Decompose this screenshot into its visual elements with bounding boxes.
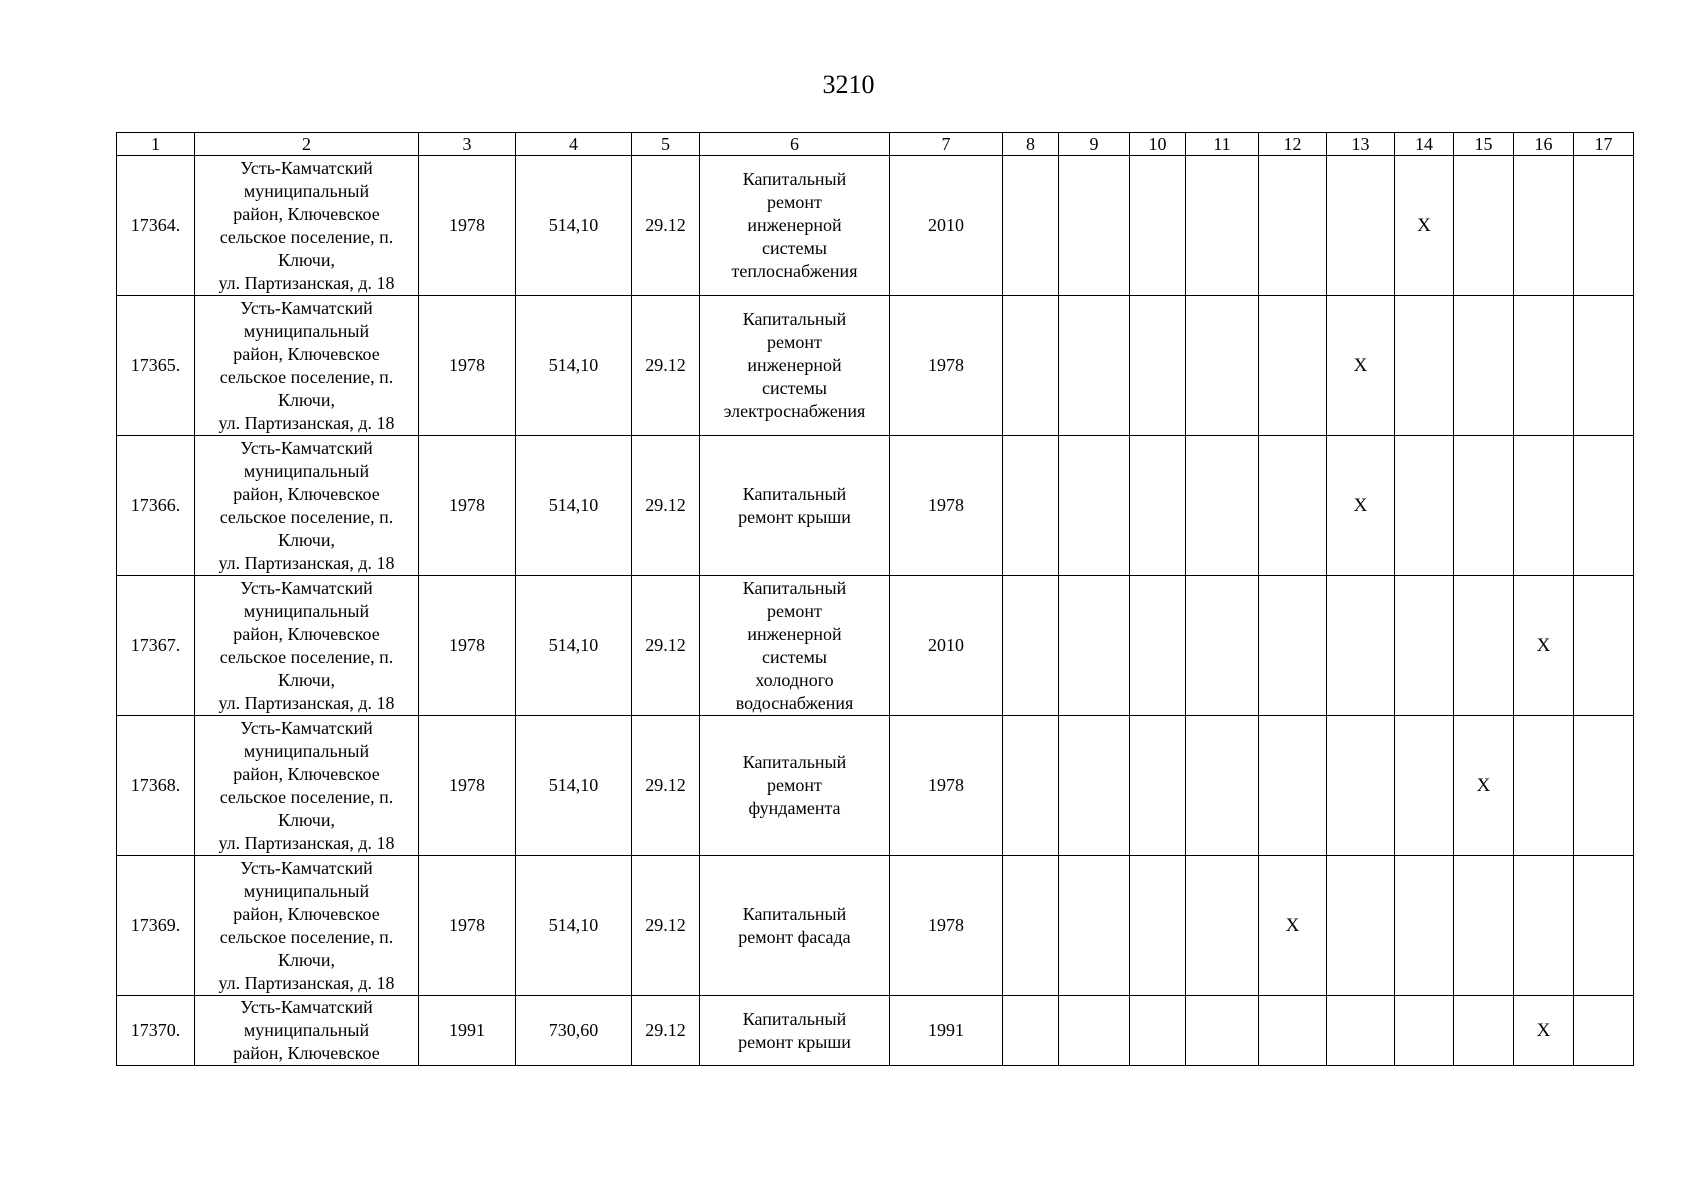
code-cell: 29.12 xyxy=(632,996,700,1066)
mark-cell-col-15 xyxy=(1454,856,1514,996)
column-7-cell: 1978 xyxy=(890,296,1003,436)
mark-cell-col-17 xyxy=(1574,436,1634,576)
row-number: 17369. xyxy=(117,856,195,996)
year-cell: 1978 xyxy=(419,156,516,296)
code-cell: 29.12 xyxy=(632,296,700,436)
area-cell: 514,10 xyxy=(516,576,632,716)
work-type-line: ремонт xyxy=(767,192,822,212)
column-7-cell: 1978 xyxy=(890,856,1003,996)
work-type-line: инженерной xyxy=(747,623,842,644)
column-header-8: 8 xyxy=(1003,133,1059,156)
mark-cell-col-10 xyxy=(1130,576,1186,716)
area-cell: 514,10 xyxy=(516,716,632,856)
mark-cell-col-10 xyxy=(1130,296,1186,436)
area-cell: 730,60 xyxy=(516,996,632,1066)
address-line: Ключи, xyxy=(278,249,335,270)
row-number: 17366. xyxy=(117,436,195,576)
mark-cell-col-14 xyxy=(1395,716,1454,856)
address-line: район, Ключевское xyxy=(233,1043,380,1063)
mark-cell-col-12 xyxy=(1259,296,1327,436)
year-cell: 1991 xyxy=(419,996,516,1066)
year-cell: 1978 xyxy=(419,856,516,996)
address-line: Усть-Камчатский xyxy=(240,997,373,1017)
mark-cell-col-14 xyxy=(1395,996,1454,1066)
mark-cell-col-15 xyxy=(1454,996,1514,1066)
row-number: 17364. xyxy=(117,156,195,296)
row-number: 17367. xyxy=(117,576,195,716)
work-type-line: системы xyxy=(762,646,827,667)
mark-cell-col-13 xyxy=(1327,156,1395,296)
address-line: муниципальный xyxy=(243,180,370,201)
area-cell: 514,10 xyxy=(516,436,632,576)
mark-cell-col-8 xyxy=(1003,856,1059,996)
address-line: Ключи, xyxy=(278,669,335,690)
mark-cell-col-16: X xyxy=(1514,996,1574,1066)
address-line: ул. Партизанская, д. 18 xyxy=(218,832,395,853)
table-header xyxy=(117,133,1634,156)
address-line: Ключи, xyxy=(278,949,335,970)
column-header-4: 4 xyxy=(516,133,632,156)
row-number: 17370. xyxy=(117,996,195,1066)
column-header-1: 1 xyxy=(117,133,195,156)
column-7-cell: 2010 xyxy=(890,156,1003,296)
work-type-line: Капитальный xyxy=(742,169,847,189)
address-cell xyxy=(195,996,419,1066)
code-cell: 29.12 xyxy=(632,576,700,716)
mark-cell-col-8 xyxy=(1003,996,1059,1066)
address-line: сельское поселение, п. xyxy=(219,926,394,947)
column-header-3: 3 xyxy=(419,133,516,156)
mark-cell-col-8 xyxy=(1003,716,1059,856)
mark-cell-col-8 xyxy=(1003,576,1059,716)
address-line: муниципальный xyxy=(243,880,370,901)
mark-cell-col-15 xyxy=(1454,436,1514,576)
work-type-cell xyxy=(700,576,890,716)
address-line: ул. Партизанская, д. 18 xyxy=(218,972,395,993)
mark-cell-col-15 xyxy=(1454,156,1514,296)
address-line: сельское поселение, п. xyxy=(219,646,394,667)
work-type-line: электроснабжения xyxy=(723,401,866,421)
mark-cell-col-11 xyxy=(1186,156,1259,296)
address-line: район, Ключевское xyxy=(233,343,380,364)
address-line: сельское поселение, п. xyxy=(219,506,394,527)
mark-cell-col-10 xyxy=(1130,856,1186,996)
area-cell: 514,10 xyxy=(516,156,632,296)
mark-cell-col-14 xyxy=(1395,856,1454,996)
address-line: район, Ключевское xyxy=(233,483,380,504)
address-line: ул. Партизанская, д. 18 xyxy=(218,412,395,433)
mark-cell-col-13 xyxy=(1327,856,1395,996)
work-type-line: ремонт xyxy=(767,600,822,621)
mark-cell-col-9 xyxy=(1059,436,1130,576)
mark-cell-col-12 xyxy=(1259,156,1327,296)
mark-cell-col-17 xyxy=(1574,716,1634,856)
work-type-line: Капитальный xyxy=(742,752,847,772)
address-line: Усть-Камчатский xyxy=(240,297,373,318)
mark-cell-col-10 xyxy=(1130,436,1186,576)
mark-cell-col-13 xyxy=(1327,576,1395,716)
column-header-12: 12 xyxy=(1259,133,1327,156)
column-header-5: 5 xyxy=(632,133,700,156)
mark-cell-col-16 xyxy=(1514,436,1574,576)
address-line: ул. Партизанская, д. 18 xyxy=(218,272,395,293)
mark-cell-col-12: X xyxy=(1259,856,1327,996)
table-row xyxy=(117,856,1634,996)
address-line: район, Ключевское xyxy=(233,903,380,924)
column-header-6: 6 xyxy=(700,133,890,156)
work-type-cell xyxy=(700,716,890,856)
mark-cell-col-17 xyxy=(1574,996,1634,1066)
column-header-15: 15 xyxy=(1454,133,1514,156)
address-line: Ключи, xyxy=(278,529,335,550)
area-cell: 514,10 xyxy=(516,856,632,996)
code-cell: 29.12 xyxy=(632,856,700,996)
table-row xyxy=(117,156,1634,296)
column-header-13: 13 xyxy=(1327,133,1395,156)
address-line: район, Ключевское xyxy=(233,203,380,224)
mark-cell-col-11 xyxy=(1186,716,1259,856)
work-type-cell xyxy=(700,856,890,996)
column-header-11: 11 xyxy=(1186,133,1259,156)
table-row xyxy=(117,996,1634,1066)
mark-cell-col-9 xyxy=(1059,856,1130,996)
column-header-7: 7 xyxy=(890,133,1003,156)
address-cell xyxy=(195,296,419,436)
mark-cell-col-11 xyxy=(1186,576,1259,716)
mark-cell-col-8 xyxy=(1003,296,1059,436)
address-line: Усть-Камчатский xyxy=(240,437,373,458)
code-cell: 29.12 xyxy=(632,436,700,576)
row-number: 17365. xyxy=(117,296,195,436)
mark-cell-col-8 xyxy=(1003,436,1059,576)
address-line: сельское поселение, п. xyxy=(219,366,394,387)
mark-cell-col-15 xyxy=(1454,576,1514,716)
mark-cell-col-17 xyxy=(1574,296,1634,436)
column-header-2: 2 xyxy=(195,133,419,156)
work-type-line: ремонт крыши xyxy=(738,1031,851,1052)
work-type-line: инженерной xyxy=(747,355,842,375)
work-type-line: Капитальный xyxy=(742,577,847,598)
mark-cell-col-13: X xyxy=(1327,436,1395,576)
column-header-14: 14 xyxy=(1395,133,1454,156)
mark-cell-col-15 xyxy=(1454,296,1514,436)
mark-cell-col-15: X xyxy=(1454,716,1514,856)
work-type-line: инженерной xyxy=(747,215,842,235)
mark-cell-col-16 xyxy=(1514,296,1574,436)
work-type-cell xyxy=(700,156,890,296)
address-line: Усть-Камчатский xyxy=(240,717,373,738)
mark-cell-col-12 xyxy=(1259,996,1327,1066)
mark-cell-col-17 xyxy=(1574,856,1634,996)
work-type-line: Капитальный xyxy=(742,1008,847,1029)
register-table xyxy=(116,132,1634,1066)
code-cell: 29.12 xyxy=(632,716,700,856)
column-header-17: 17 xyxy=(1574,133,1634,156)
mark-cell-col-11 xyxy=(1186,856,1259,996)
year-cell: 1978 xyxy=(419,576,516,716)
mark-cell-col-11 xyxy=(1186,996,1259,1066)
work-type-line: холодного xyxy=(755,669,834,690)
mark-cell-col-12 xyxy=(1259,576,1327,716)
work-type-line: ремонт xyxy=(767,775,822,795)
address-line: сельское поселение, п. xyxy=(219,786,394,807)
mark-cell-col-9 xyxy=(1059,576,1130,716)
work-type-line: фундамента xyxy=(748,798,841,818)
mark-cell-col-9 xyxy=(1059,296,1130,436)
mark-cell-col-10 xyxy=(1130,156,1186,296)
mark-cell-col-11 xyxy=(1186,296,1259,436)
work-type-line: Капитальный xyxy=(742,903,847,924)
mark-cell-col-16 xyxy=(1514,716,1574,856)
work-type-line: ремонт xyxy=(767,332,822,352)
address-line: Усть-Камчатский xyxy=(240,577,373,598)
column-7-cell: 1978 xyxy=(890,716,1003,856)
address-line: муниципальный xyxy=(243,1020,370,1040)
mark-cell-col-8 xyxy=(1003,156,1059,296)
table-body xyxy=(117,156,1634,1066)
work-type-cell xyxy=(700,996,890,1066)
column-7-cell: 1978 xyxy=(890,436,1003,576)
work-type-line: ремонт крыши xyxy=(738,506,851,527)
work-type-cell xyxy=(700,436,890,576)
work-type-line: водоснабжения xyxy=(735,692,854,713)
column-7-cell: 2010 xyxy=(890,576,1003,716)
work-type-line: теплоснабжения xyxy=(731,261,858,281)
address-cell xyxy=(195,436,419,576)
address-line: Усть-Камчатский xyxy=(240,857,373,878)
mark-cell-col-13 xyxy=(1327,996,1395,1066)
address-line: район, Ключевское xyxy=(233,623,380,644)
address-line: ул. Партизанская, д. 18 xyxy=(218,692,395,713)
mark-cell-col-16 xyxy=(1514,856,1574,996)
column-header-16: 16 xyxy=(1514,133,1574,156)
mark-cell-col-10 xyxy=(1130,996,1186,1066)
work-type-line: Капитальный xyxy=(742,483,847,504)
mark-cell-col-17 xyxy=(1574,156,1634,296)
mark-cell-col-10 xyxy=(1130,716,1186,856)
address-cell xyxy=(195,716,419,856)
address-line: Усть-Камчатский xyxy=(240,157,373,178)
address-line: муниципальный xyxy=(243,320,370,341)
column-header-10: 10 xyxy=(1130,133,1186,156)
address-line: муниципальный xyxy=(243,460,370,481)
year-cell: 1978 xyxy=(419,716,516,856)
page-number: 3210 xyxy=(822,70,875,99)
work-type-cell xyxy=(700,296,890,436)
mark-cell-col-13 xyxy=(1327,716,1395,856)
mark-cell-col-12 xyxy=(1259,716,1327,856)
year-cell: 1978 xyxy=(419,296,516,436)
address-line: Ключи, xyxy=(278,809,335,830)
code-cell: 29.12 xyxy=(632,156,700,296)
address-cell xyxy=(195,576,419,716)
table-row xyxy=(117,436,1634,576)
mark-cell-col-14 xyxy=(1395,296,1454,436)
table-row xyxy=(117,576,1634,716)
header-row xyxy=(117,133,1634,156)
mark-cell-col-9 xyxy=(1059,156,1130,296)
address-line: муниципальный xyxy=(243,600,370,621)
row-number: 17368. xyxy=(117,716,195,856)
work-type-line: Капитальный xyxy=(742,309,847,329)
mark-cell-col-13: X xyxy=(1327,296,1395,436)
address-line: Ключи, xyxy=(278,389,335,410)
address-line: район, Ключевское xyxy=(233,763,380,784)
address-line: ул. Партизанская, д. 18 xyxy=(218,552,395,573)
mark-cell-col-9 xyxy=(1059,996,1130,1066)
table-row xyxy=(117,716,1634,856)
table-row xyxy=(117,296,1634,436)
work-type-line: системы xyxy=(762,378,827,398)
address-cell xyxy=(195,156,419,296)
address-cell xyxy=(195,856,419,996)
mark-cell-col-9 xyxy=(1059,716,1130,856)
mark-cell-col-17 xyxy=(1574,576,1634,716)
column-header-9: 9 xyxy=(1059,133,1130,156)
mark-cell-col-11 xyxy=(1186,436,1259,576)
work-type-line: системы xyxy=(762,238,827,258)
year-cell: 1978 xyxy=(419,436,516,576)
mark-cell-col-16: X xyxy=(1514,576,1574,716)
mark-cell-col-14 xyxy=(1395,576,1454,716)
mark-cell-col-14 xyxy=(1395,436,1454,576)
address-line: сельское поселение, п. xyxy=(219,226,394,247)
area-cell: 514,10 xyxy=(516,296,632,436)
address-line: муниципальный xyxy=(243,740,370,761)
work-type-line: ремонт фасада xyxy=(738,926,851,947)
column-7-cell: 1991 xyxy=(890,996,1003,1066)
mark-cell-col-12 xyxy=(1259,436,1327,576)
mark-cell-col-14: X xyxy=(1395,156,1454,296)
mark-cell-col-16 xyxy=(1514,156,1574,296)
